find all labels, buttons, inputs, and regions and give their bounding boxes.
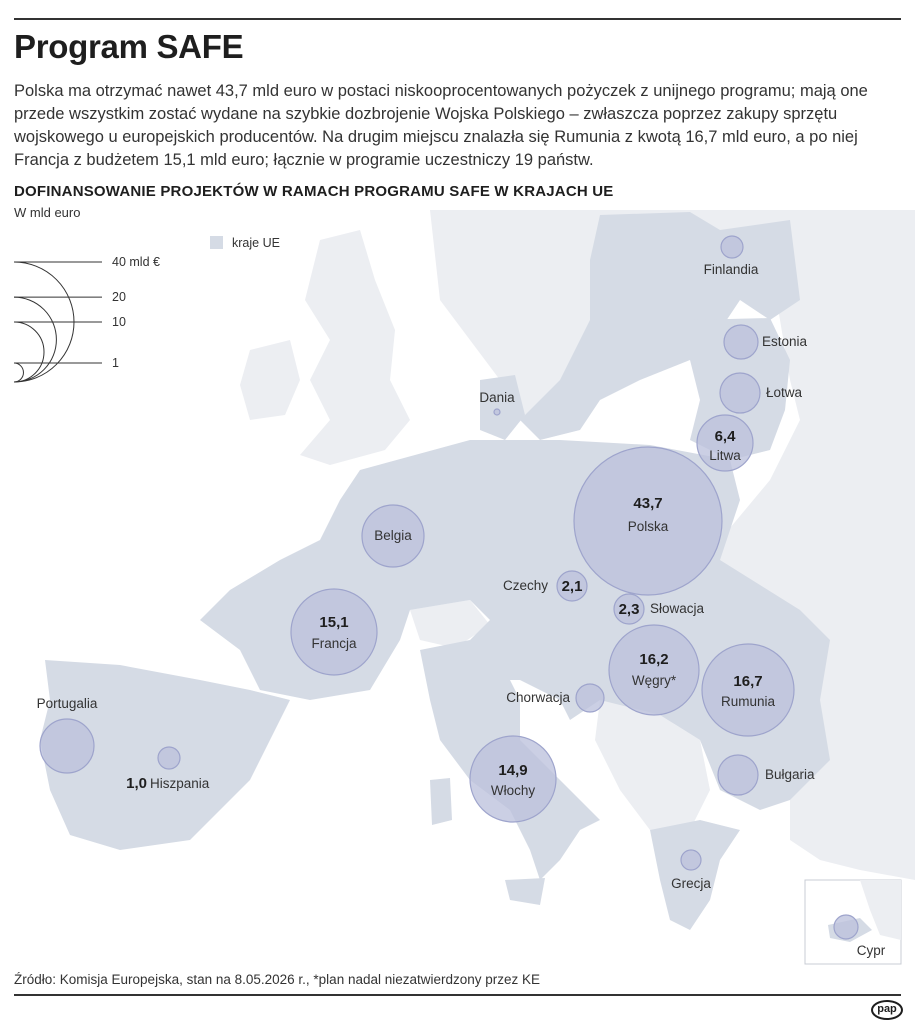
land-non-eu-ireland	[240, 340, 300, 420]
country-value-label: 2,3	[618, 601, 640, 618]
land-greece	[650, 820, 740, 930]
country-name-label: Węgry*	[631, 673, 677, 688]
country-name-label: Bułgaria	[765, 767, 815, 782]
eu-legend-label: kraje UE	[232, 236, 280, 250]
legend-size-arc	[14, 363, 23, 382]
country-bubble	[702, 644, 794, 736]
map-subtitle: DOFINANSOWANIE PROJEKTÓW W RAMACH PROGRAMU SAFE W KRAJACH UE	[14, 183, 614, 200]
country-name-label: Portugalia	[36, 696, 98, 711]
country-name-label: Słowacja	[650, 601, 705, 616]
country-name-label: Hiszpania	[150, 776, 210, 791]
country-bubble	[494, 409, 500, 415]
page-title: Program SAFE	[14, 28, 244, 65]
country-name-label: Estonia	[762, 334, 808, 349]
pap-logo: pap	[871, 1000, 903, 1020]
country-bubble	[720, 373, 760, 413]
size-legend	[14, 255, 160, 382]
country-bubble	[470, 736, 556, 822]
country-bubble	[576, 684, 604, 712]
country-value-label: 1,0	[126, 775, 147, 792]
eu-legend-swatch	[210, 236, 223, 249]
land-non-eu-uk	[300, 230, 410, 465]
country-value-label: 16,7	[733, 673, 763, 690]
country-name-label: Chorwacja	[506, 690, 570, 705]
country-name-label: Łotwa	[766, 385, 803, 400]
land-sicily	[505, 878, 545, 905]
country-value-label: 6,4	[714, 428, 736, 445]
land-sardinia	[430, 778, 452, 825]
country-name-label: Litwa	[709, 448, 741, 463]
country-value-label: 14,9	[498, 762, 528, 779]
country-name-label: Belgia	[374, 528, 412, 543]
country-value-label: 2,1	[561, 578, 583, 595]
country-bubble	[724, 325, 758, 359]
country-bubble	[681, 850, 701, 870]
legend-size-label: 40 mld €	[112, 255, 160, 269]
country-name-label: Grecja	[671, 876, 711, 891]
country-name-label: Dania	[479, 390, 515, 405]
country-name-label: Francja	[311, 636, 357, 651]
country-bubble	[158, 747, 180, 769]
country-bubble	[291, 589, 377, 675]
country-value-label: 15,1	[319, 614, 349, 631]
country-name-label: Czechy	[502, 578, 548, 593]
bottom-rule	[14, 994, 901, 996]
country-value-label: 16,2	[639, 651, 669, 668]
unit-label: W mld euro	[14, 205, 81, 220]
legend-size-arc	[14, 297, 56, 382]
country-bubble	[609, 625, 699, 715]
legend-size-label: 20	[112, 290, 126, 305]
lead-paragraph: Polska ma otrzymać nawet 43,7 mld euro w postaci niskooprocentowanych pożyczek z unijnego programu; mają one przede wszystkim zostać wydane na szybkie dozbrojenie Wojska Polskiego – zwłaszcza poprzez zakupy sprzętu wojskowego u europejskich producentów. Na drugim miejscu znalazła się Rumunia z kwotą 16,7 mld euro, a po niej Francja z budżetem 15,1 mld euro; łącznie w programie uczestniczy 19 państw.	[14, 82, 868, 169]
map-land	[40, 210, 915, 964]
source-note: Źródło: Komisja Europejska, stan na 8.05.2026 r., *plan nadal niezatwierdzony przez KE	[14, 972, 541, 987]
country-bubble	[718, 755, 758, 795]
country-name-label: Cypr	[856, 943, 886, 958]
country-name-label: Finlandia	[703, 262, 759, 277]
country-name-label: Włochy	[490, 783, 536, 798]
country-value-label: 43,7	[633, 495, 663, 512]
country-bubble	[40, 719, 94, 773]
country-name-label: Rumunia	[720, 694, 776, 709]
country-bubble	[721, 236, 743, 258]
country-name-label: Polska	[627, 519, 669, 534]
legend-size-label: 1	[112, 356, 119, 371]
country-bubble	[834, 915, 858, 939]
legend-size-label: 10	[112, 315, 126, 329]
